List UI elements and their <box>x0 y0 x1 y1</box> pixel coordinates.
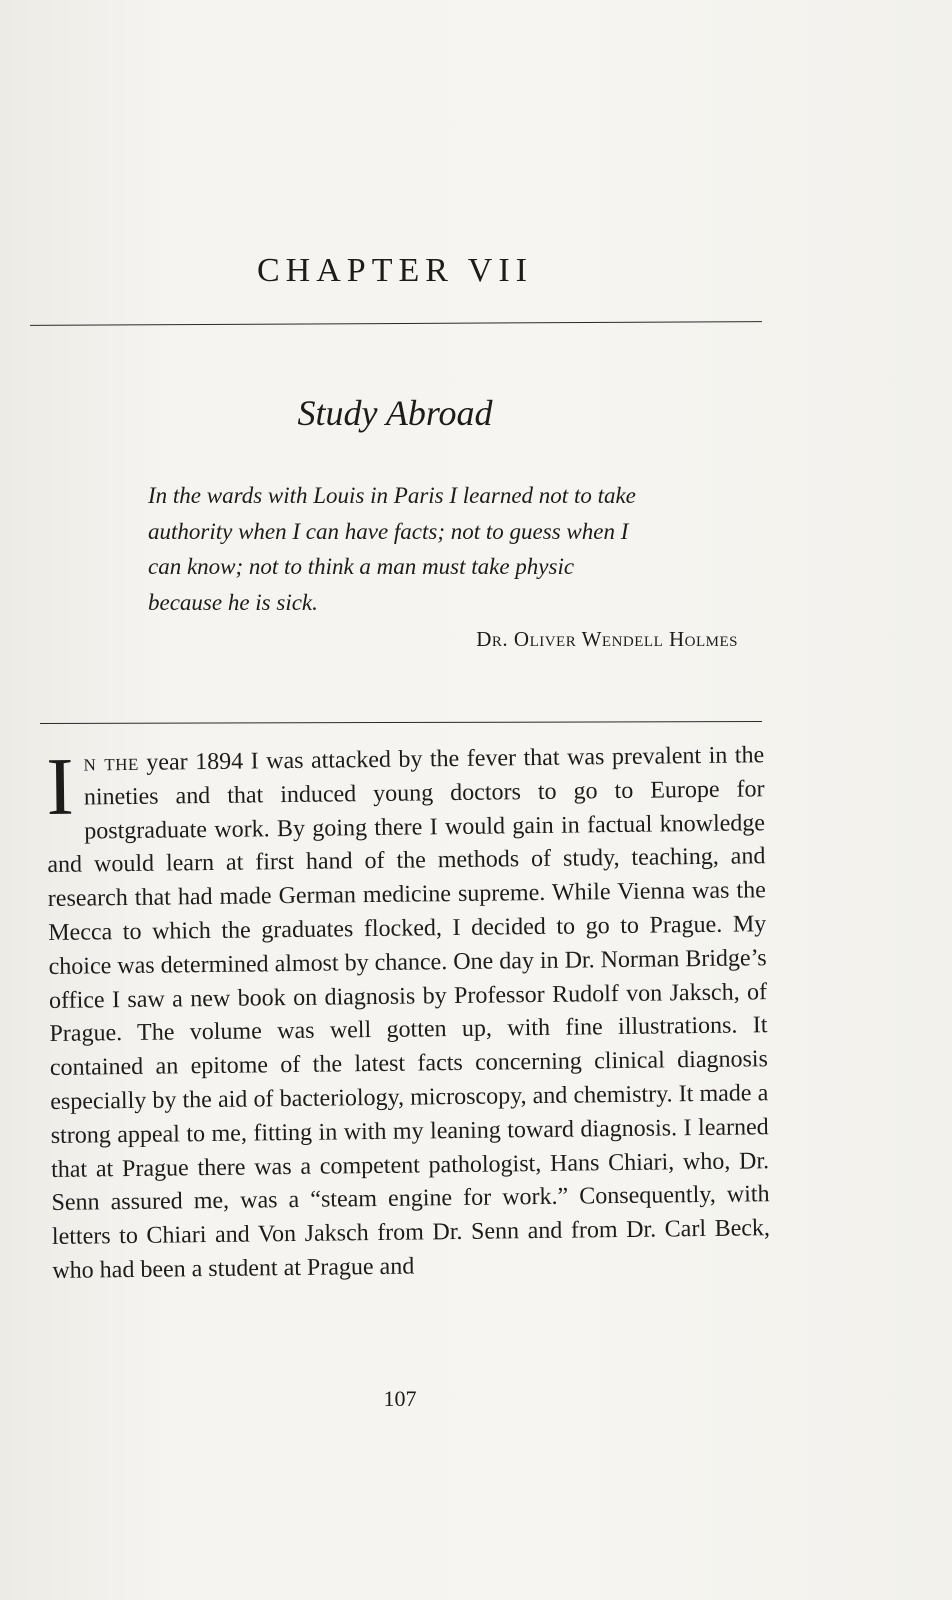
body-paragraph <box>46 739 771 1288</box>
epigraph-text: In the wards with Louis in Paris I learned not to take authority when I can have facts; not to guess when I can know; not to think a man must take physic because he is sick. <box>148 483 636 615</box>
lead-in: n the <box>83 749 140 777</box>
page-number: 107 <box>383 1386 417 1411</box>
epigraph <box>148 478 648 620</box>
drop-cap: I <box>45 740 75 832</box>
chapter-title: Study Abroad <box>297 393 493 433</box>
body-text: year 1894 I was attacked by the fever that was prevalent in the nineties and that induced young doctors to go to Europe for postgraduate work. By going there I would gain in factual knowledge and would learn at first hand of the methods of study, teaching, and research that had made German medicine supreme. While Vienna was the Mecca to which the graduates flocked, I decided to go to Prague. My choice was determined almost by chance. One day in Dr. Norman Bridge’s office I saw a new book on diagnosis by Professor Rudolf von Jaksch, of Prague. The volume was well gotten up, with fine illustrations. It contained an epitome of the latest facts concerning clinical diagnosis especially by the aid of bacteriology, microscopy, and chemistry. It made a strong appeal to me, fitting in with my leaning toward diagnosis. I learned that at Prague there was a competent pathologist, Hans Chiari, who, Dr. Senn assured me, was a “steam engine for work.” Consequently, with letters to Chiari and Von Jaksch from Dr. Senn and from Dr. Carl Beck, who had been a student at Prague and <box>47 742 771 1284</box>
epigraph-attribution: Dr. Oliver Wendell Holmes <box>476 627 738 651</box>
chapter-heading: CHAPTER VII <box>257 252 533 289</box>
top-rule <box>30 321 762 326</box>
bottom-rule <box>40 721 762 724</box>
